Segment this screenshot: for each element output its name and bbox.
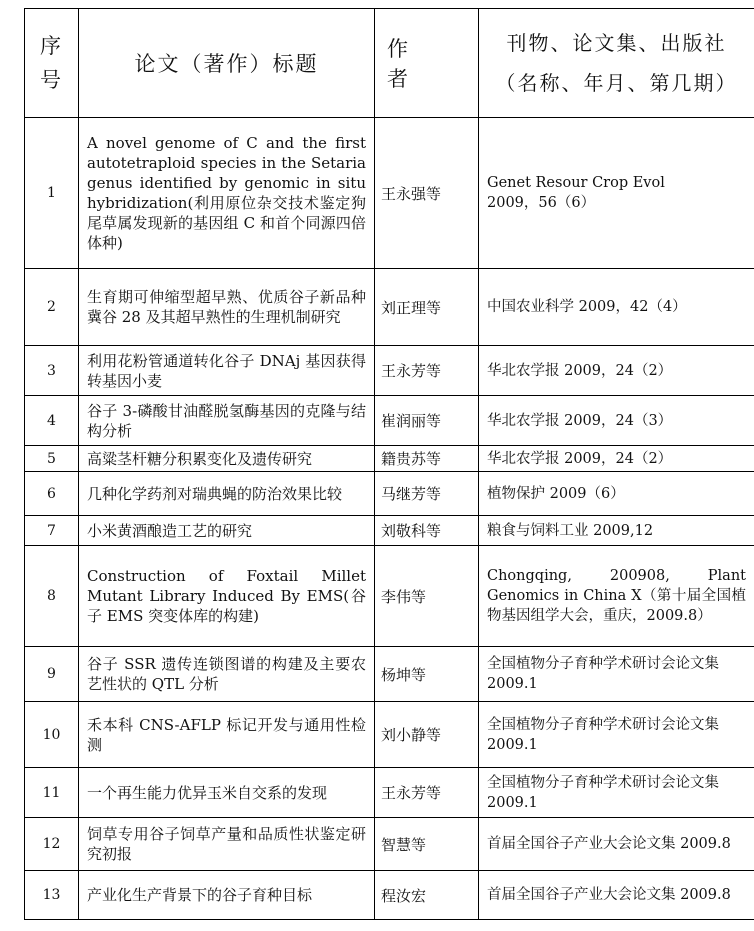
paper-title: 生育期可伸缩型超早熟、优质谷子新品种冀谷 28 及其超早熟性的生理机制研究 — [79, 269, 375, 346]
table-row — [25, 871, 754, 920]
author-name: 李伟等 — [375, 546, 479, 647]
row-number: 11 — [25, 768, 79, 818]
table-row — [25, 446, 754, 472]
paper-title: 几种化学药剂对瑞典蝇的防治效果比较 — [79, 472, 375, 516]
paper-title: 饲草专用谷子饲草产量和品质性状鉴定研究初报 — [79, 818, 375, 871]
publication-line: 2009，56（6） — [487, 195, 596, 211]
author-name: 刘正理等 — [375, 269, 479, 346]
row-number: 4 — [25, 396, 79, 446]
author-name: 马继芳等 — [375, 472, 479, 516]
publication-info — [479, 346, 754, 396]
author-name: 刘小静等 — [375, 702, 479, 768]
publication-line: 华北农学报 2009，24（2） — [487, 450, 673, 467]
publication-info — [479, 269, 754, 346]
publication-info — [479, 118, 754, 269]
row-number: 10 — [25, 702, 79, 768]
author-name: 杨坤等 — [375, 647, 479, 702]
table-row — [25, 472, 754, 516]
author-name: 智慧等 — [375, 818, 479, 871]
publication-line: Chongqing, 200908, Plant Genomics in China Ⅹ（第十届全国植物基因组学大会，重庆，2009.8） — [487, 568, 746, 624]
paper-title: 利用花粉管通道转化谷子 DNAj 基因获得转基因小麦 — [79, 346, 375, 396]
publication-info — [479, 647, 754, 702]
row-number: 12 — [25, 818, 79, 871]
header-row — [25, 9, 754, 118]
publication-line: 全国植物分子育种学术研讨会论文集 2009.1 — [487, 774, 719, 811]
header-publication — [479, 9, 754, 118]
table-row — [25, 768, 754, 818]
table-row — [25, 346, 754, 396]
table-row — [25, 516, 754, 546]
publication-line: 中国农业科学 2009，42（4） — [487, 299, 687, 315]
publication-line: 全国植物分子育种学术研讨会论文集 2009.1 — [487, 716, 719, 753]
header-pub-line1: 刊物、论文集、出版社 — [506, 31, 727, 55]
table-row — [25, 702, 754, 768]
table-row — [25, 818, 754, 871]
header-title: 论文（著作）标题 — [79, 9, 375, 118]
publication-info — [479, 818, 754, 871]
table-row — [25, 118, 754, 269]
publication-info — [479, 702, 754, 768]
row-number: 5 — [25, 446, 79, 472]
row-number: 2 — [25, 269, 79, 346]
header-num-char: 序 — [40, 34, 63, 58]
publication-info — [479, 546, 754, 647]
header-num-char: 号 — [40, 68, 63, 92]
row-number: 13 — [25, 871, 79, 920]
header-author-char-2: 者 — [387, 67, 410, 91]
header-pub-line2: （名称、年月、第几期） — [495, 71, 738, 95]
publication-info — [479, 472, 754, 516]
author-name: 刘敬科等 — [375, 516, 479, 546]
paper-title: 高粱茎杆糖分积累变化及遗传研究 — [79, 446, 375, 472]
row-number: 9 — [25, 647, 79, 702]
paper-title: Construction of Foxtail Millet Mutant Library Induced By EMS(谷子 EMS 突变体库的构建) — [79, 546, 375, 647]
row-number: 7 — [25, 516, 79, 546]
row-number: 8 — [25, 546, 79, 647]
author-name: 籍贵苏等 — [375, 446, 479, 472]
row-number: 6 — [25, 472, 79, 516]
header-author — [375, 9, 479, 118]
table-row — [25, 546, 754, 647]
table-row — [25, 396, 754, 446]
publication-info — [479, 396, 754, 446]
publication-line: 植物保护 2009（6） — [487, 485, 625, 502]
publication-line: 粮食与饲料工业 2009,12 — [487, 522, 654, 539]
paper-title: 禾本科 CNS-AFLP 标记开发与通用性检测 — [79, 702, 375, 768]
paper-title: 产业化生产背景下的谷子育种目标 — [79, 871, 375, 920]
publication-info — [479, 871, 754, 920]
publication-info — [479, 516, 754, 546]
author-name: 王永芳等 — [375, 768, 479, 818]
table-row — [25, 269, 754, 346]
paper-title: A novel genome of C and the first autotetraploid species in the Setaria genus identified by genomic in situ hybridization(利用原位杂交技术鉴定狗尾草属发现新的基因组 C 和首个同源四倍体种) — [79, 118, 375, 269]
row-number: 3 — [25, 346, 79, 396]
table-row — [25, 647, 754, 702]
publication-info — [479, 768, 754, 818]
paper-title: 一个再生能力优异玉米自交系的发现 — [79, 768, 375, 818]
row-number: 1 — [25, 118, 79, 269]
publication-table — [24, 8, 754, 920]
publication-info — [479, 446, 754, 472]
author-name: 程汝宏 — [375, 871, 479, 920]
author-name: 崔润丽等 — [375, 396, 479, 446]
publication-line: Genet Resour Crop Evol — [487, 175, 665, 191]
publication-line: 华北农学报 2009，24（3） — [487, 412, 673, 429]
paper-title: 小米黄酒酿造工艺的研究 — [79, 516, 375, 546]
header-author-char-1: 作 — [387, 37, 410, 61]
publication-line: 首届全国谷子产业大会论文集 2009.8 — [487, 887, 731, 903]
author-name: 王永芳等 — [375, 346, 479, 396]
publication-line: 首届全国谷子产业大会论文集 2009.8 — [487, 836, 731, 852]
author-name: 王永强等 — [375, 118, 479, 269]
publication-line: 全国植物分子育种学术研讨会论文集 2009.1 — [487, 656, 719, 692]
paper-title: 谷子 SSR 遗传连锁图谱的构建及主要农艺性状的 QTL 分析 — [79, 647, 375, 702]
publication-line: 华北农学报 2009，24（2） — [487, 362, 673, 379]
header-num — [25, 9, 79, 118]
paper-title: 谷子 3-磷酸甘油醛脱氢酶基因的克隆与结构分析 — [79, 396, 375, 446]
